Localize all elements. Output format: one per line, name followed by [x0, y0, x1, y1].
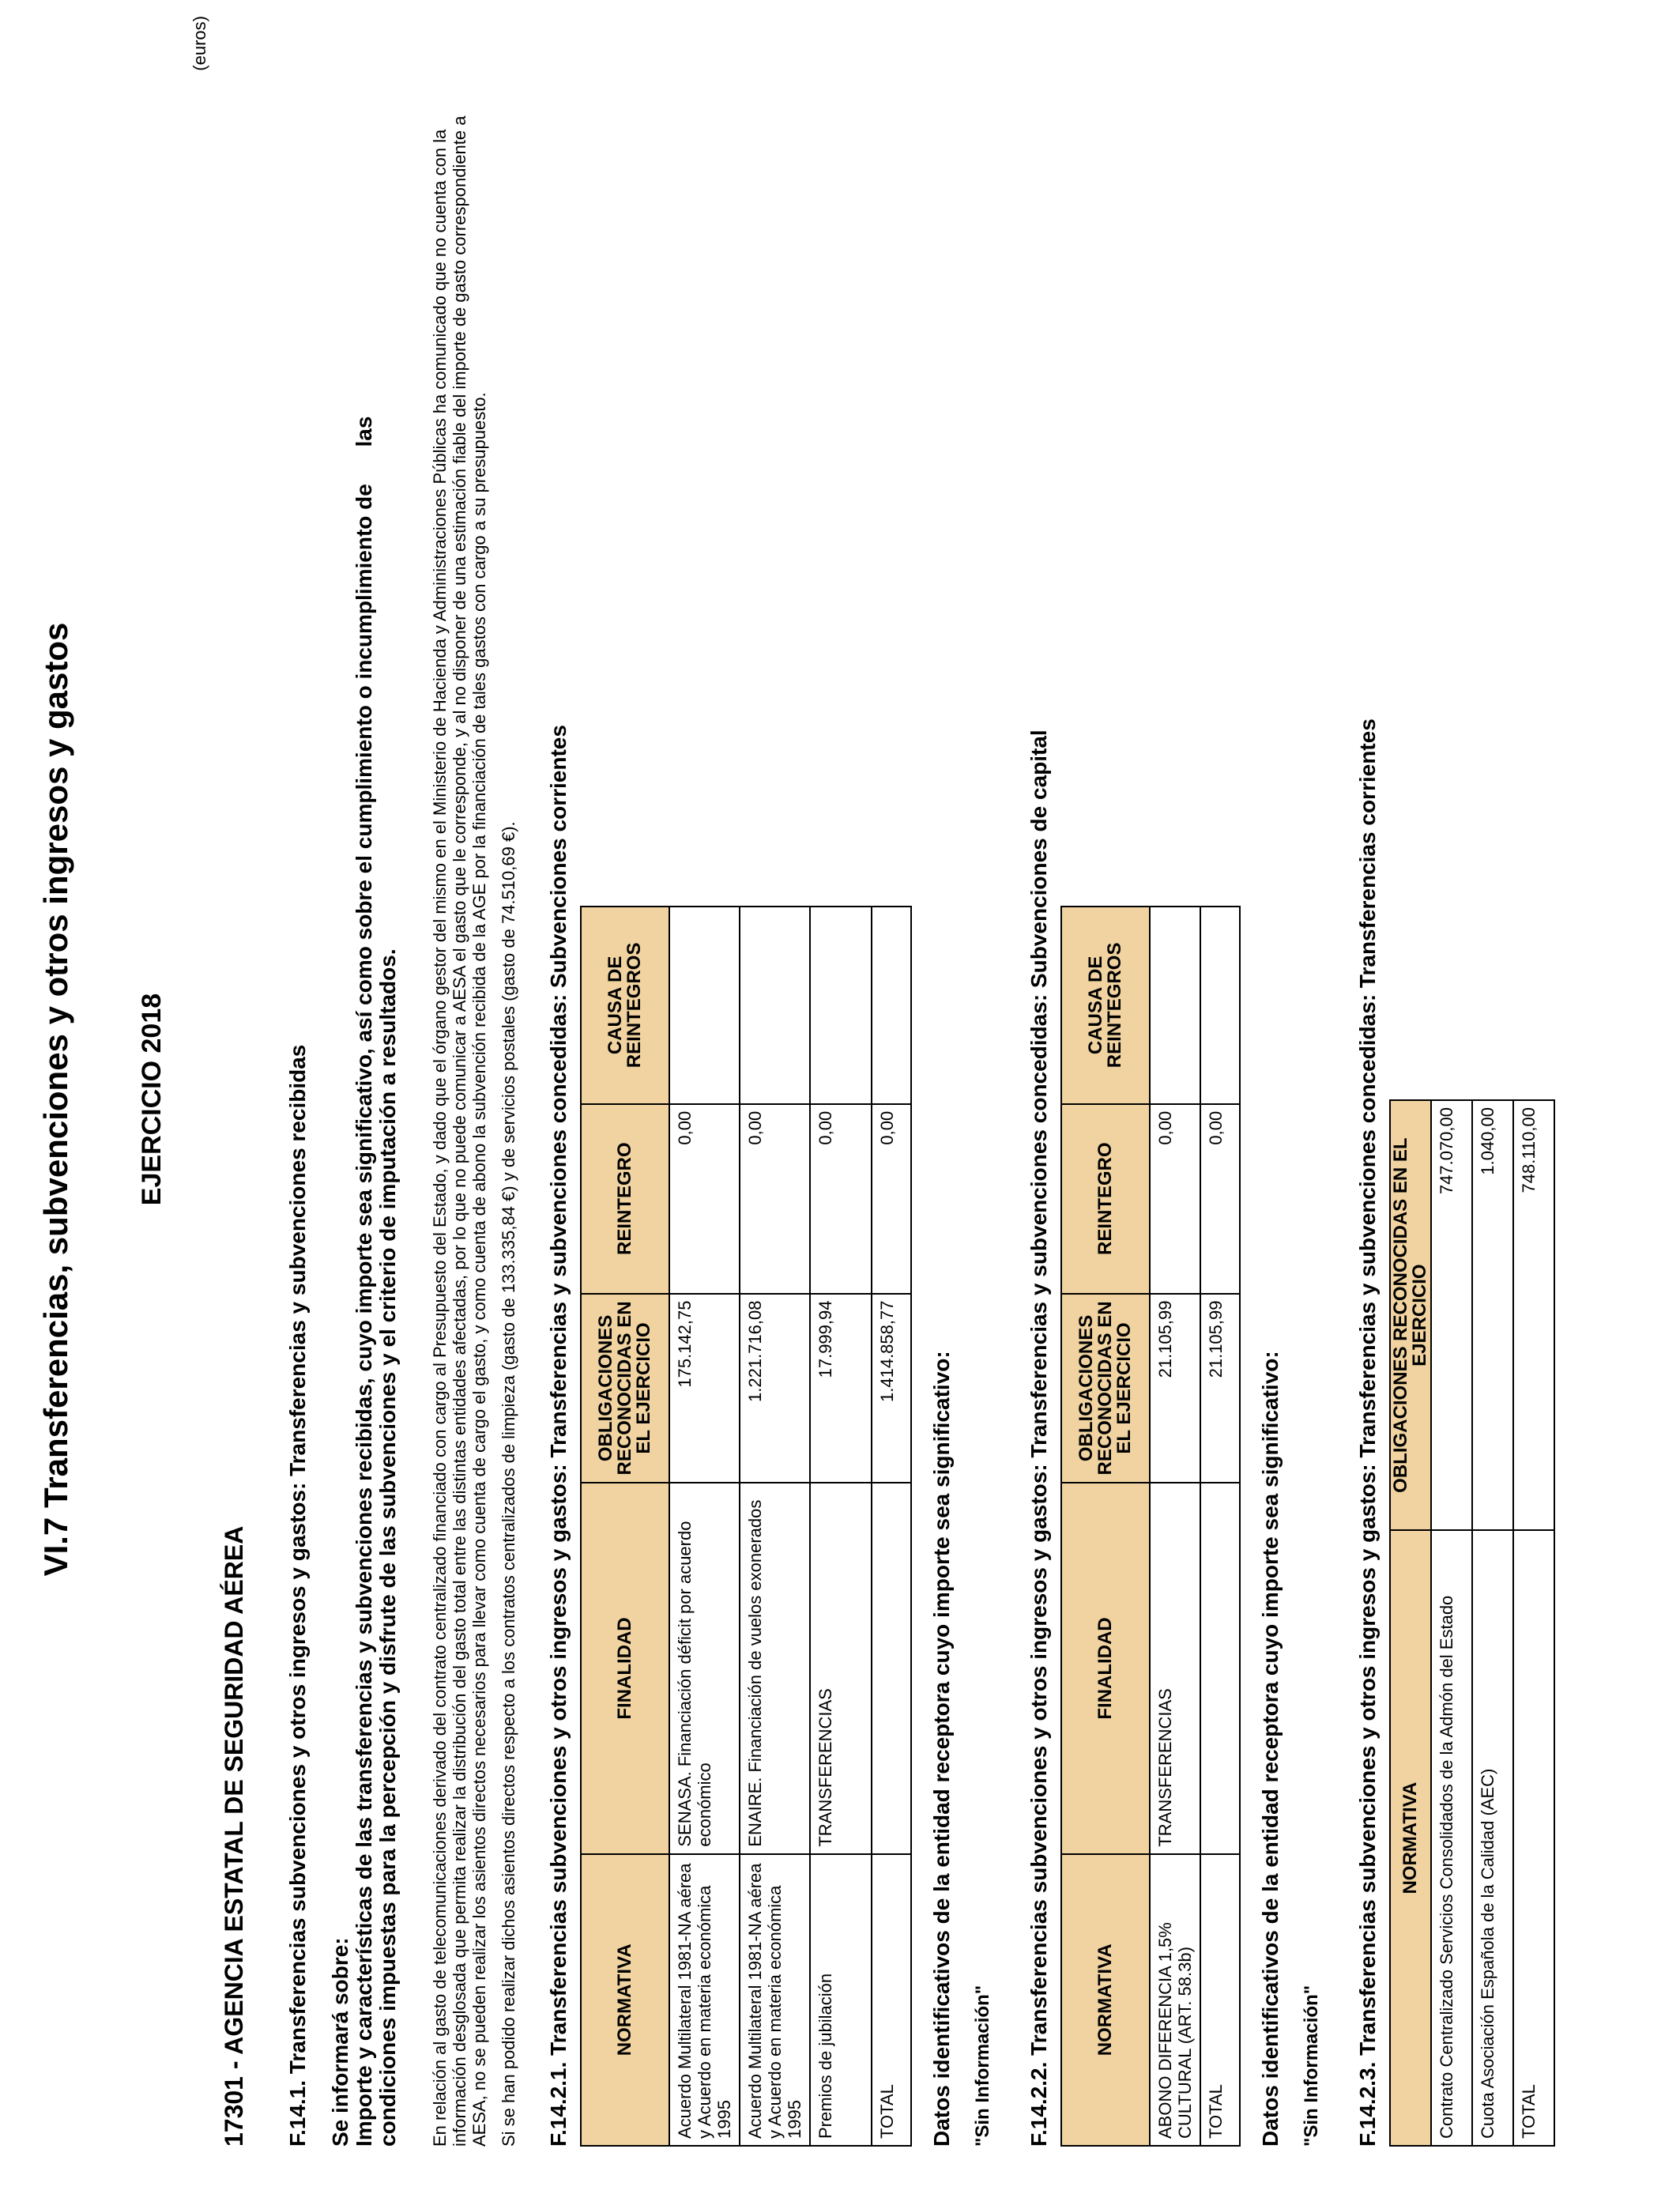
sin-informacion: "Sin Información"	[972, 1985, 993, 2147]
header-normativa: NORMATIVA	[581, 1854, 669, 2146]
cell-normativa: Acuerdo Multilateral 1981-NA aérea y Acuerdo en materia económica 1995	[669, 1854, 740, 2146]
cell-normativa: Premios de jubilación	[810, 1854, 872, 2146]
section-f1421-heading: F.14.2.1. Transferencias subvenciones y otros ingresos y gastos: Transferencias y subvenciones concedidas: Subvenciones corrientes	[546, 725, 571, 2147]
cell-obligaciones: 175.142,75	[669, 1294, 740, 1483]
cell-normativa: Acuerdo Multilateral 1981-NA aérea y Acuerdo en materia económica 1995	[740, 1854, 810, 2146]
exercise-year: EJERCICIO 2018	[137, 993, 167, 1206]
header-finalidad: FINALIDAD	[581, 1483, 669, 1853]
cleaning-postal-paragraph: Si se han podido realizar dichos asientos directos respecto a los contratos centralizados de limpieza (gasto de 133.335,84 €) y de servicios postales (gasto de 74.510,69 €).	[499, 821, 518, 2147]
cell-obligaciones: 21.105,99	[1150, 1294, 1200, 1483]
cell-reintegro: 0,00	[1150, 1104, 1200, 1294]
table-row	[1472, 1100, 1513, 2146]
cell-causa	[669, 907, 740, 1104]
header-obligaciones: OBLIGACIONES RECONOCIDAS EN EL EJERCICIO	[1390, 1100, 1431, 1530]
table-header-row	[1061, 907, 1150, 2146]
table-row	[810, 907, 872, 2146]
cell-finalidad	[1200, 1483, 1240, 1853]
cell-normativa: TOTAL	[872, 1854, 911, 2146]
table-row	[669, 907, 740, 2146]
sin-informacion: "Sin Información"	[1301, 1985, 1322, 2147]
entity-name: 17301 - AGENCIA ESTATAL DE SEGURIDAD AÉREA	[220, 1525, 248, 2147]
cell-reintegro: 0,00	[669, 1104, 740, 1294]
header-reintegro: REINTEGRO	[1061, 1104, 1150, 1294]
units-label: (euros)	[190, 16, 209, 71]
section-f141-heading: F.14.1. Transferencias subvenciones y otros ingresos y gastos: Transferencias y subvenciones recibidas	[285, 1044, 310, 2147]
cell-obligaciones: 747.070,00	[1431, 1100, 1472, 1530]
header-finalidad: FINALIDAD	[1061, 1483, 1150, 1853]
cell-causa	[740, 907, 810, 1104]
inform-line-1: Importe y características de las transferencias y subvenciones recibidas, cuyo importe sea significativo, así como sobre el cumplimiento o incumplimiento de las	[352, 416, 376, 2147]
cell-causa	[1150, 907, 1200, 1104]
cell-reintegro: 0,00	[740, 1104, 810, 1294]
table-transferencias-corrientes	[1389, 1099, 1555, 2147]
cell-reintegro: 0,00	[810, 1104, 872, 1294]
cell-normativa: ABONO DIFERENCIA 1,5% CULTURAL (ART. 58.3b)	[1150, 1854, 1200, 2146]
cell-reintegro: 0,00	[1200, 1104, 1240, 1294]
cell-obligaciones: 17.999,94	[810, 1294, 872, 1483]
cell-finalidad: ENAIRE. Financiación de vuelos exonerados	[740, 1483, 810, 1853]
header-obligaciones: OBLIGACIONES RECONOCIDAS EN EL EJERCICIO	[581, 1294, 669, 1483]
cell-finalidad: TRANSFERENCIAS	[1150, 1483, 1200, 1853]
table-row	[1431, 1100, 1472, 2146]
cell-normativa: Cuota Asociación Española de la Calidad (AEC)	[1472, 1530, 1513, 2146]
cell-finalidad: SENASA. Financiación déficit por acuerdo económico	[669, 1483, 740, 1853]
table-subvenciones-corrientes	[580, 906, 912, 2147]
cell-causa	[872, 907, 911, 1104]
table-row	[1150, 907, 1200, 2146]
table-total-row	[872, 907, 911, 2146]
table-row	[740, 907, 810, 2146]
inform-line-2: condiciones impuestas para la percepción y disfrute de las subvenciones y el criterio de imputación a resultados.	[375, 948, 400, 2147]
table-total-row	[1513, 1100, 1554, 2146]
header-normativa: NORMATIVA	[1061, 1854, 1150, 2146]
header-obligaciones: OBLIGACIONES RECONOCIDAS EN EL EJERCICIO	[1061, 1294, 1150, 1483]
cell-obligaciones: 1.040,00	[1472, 1100, 1513, 1530]
receptor-heading: Datos identificativos de la entidad receptora cuyo importe sea significativo:	[1258, 1351, 1283, 2147]
cell-causa	[1200, 907, 1240, 1104]
cell-obligaciones: 21.105,99	[1200, 1294, 1240, 1483]
document-content	[35, 52, 1555, 2147]
cell-reintegro: 0,00	[872, 1104, 911, 1294]
table-header-row	[1390, 1100, 1431, 2146]
cell-normativa: TOTAL	[1200, 1854, 1240, 2146]
cell-obligaciones: 1.414.858,77	[872, 1294, 911, 1483]
inform-label: Se informará sobre:	[328, 1937, 352, 2147]
telecom-paragraph: En relación al gasto de telecomunicaciones derivado del contrato centralizado financiado con cargo al Presupuesto del Estado, y dado que el órgano gestor del mismo en el Ministerio de Hacienda y Administraciones Públicas ha comunicado que no cuenta con la información desglosada que permita realizar la distribución del gasto total entre las distintas entidades afectadas, por lo que no puede comunicar a AESA el gasto que le corresponde, y al no disponer de una estimación fiable del importe de gasto correspondiente a AESA, no se pueden realizar los asientos directos necesarios para llevar como cuenta de cargo el gasto, y como cuenta de abono la subvención recibida de la AGE por la financiación de tales gastos con cargo a su presupuesto.	[430, 115, 489, 2147]
header-reintegro: REINTEGRO	[581, 1104, 669, 1294]
cell-normativa: Contrato Centralizado Servicios Consolidados de la Admón del Estado	[1431, 1530, 1472, 2146]
header-causa: CAUSA DE REINTEGROS	[581, 907, 669, 1104]
cell-finalidad	[872, 1483, 911, 1853]
page-title: VI.7 Transferencias, subvenciones y otros ingresos y gastos	[37, 622, 74, 1577]
cell-causa	[810, 907, 872, 1104]
section-f1422-heading: F.14.2.2. Transferencias subvenciones y otros ingresos y gastos: Transferencias y subvenciones concedidas: Subvenciones de capital	[1026, 729, 1051, 2147]
table-header-row	[581, 907, 669, 2146]
table-subvenciones-capital	[1060, 906, 1241, 2147]
header-causa: CAUSA DE REINTEGROS	[1061, 907, 1150, 1104]
cell-obligaciones: 1.221.716,08	[740, 1294, 810, 1483]
cell-obligaciones: 748.110,00	[1513, 1100, 1554, 1530]
section-f1423-heading: F.14.2.3. Transferencias subvenciones y otros ingresos y gastos: Transferencias y subvenciones concedidas: Transferencias corrientes	[1355, 718, 1380, 2147]
header-normativa: NORMATIVA	[1390, 1530, 1431, 2146]
cell-finalidad: TRANSFERENCIAS	[810, 1483, 872, 1853]
receptor-heading: Datos identificativos de la entidad receptora cuyo importe sea significativo:	[929, 1351, 954, 2147]
table-total-row	[1200, 907, 1240, 2146]
cell-normativa: TOTAL	[1513, 1530, 1554, 2146]
